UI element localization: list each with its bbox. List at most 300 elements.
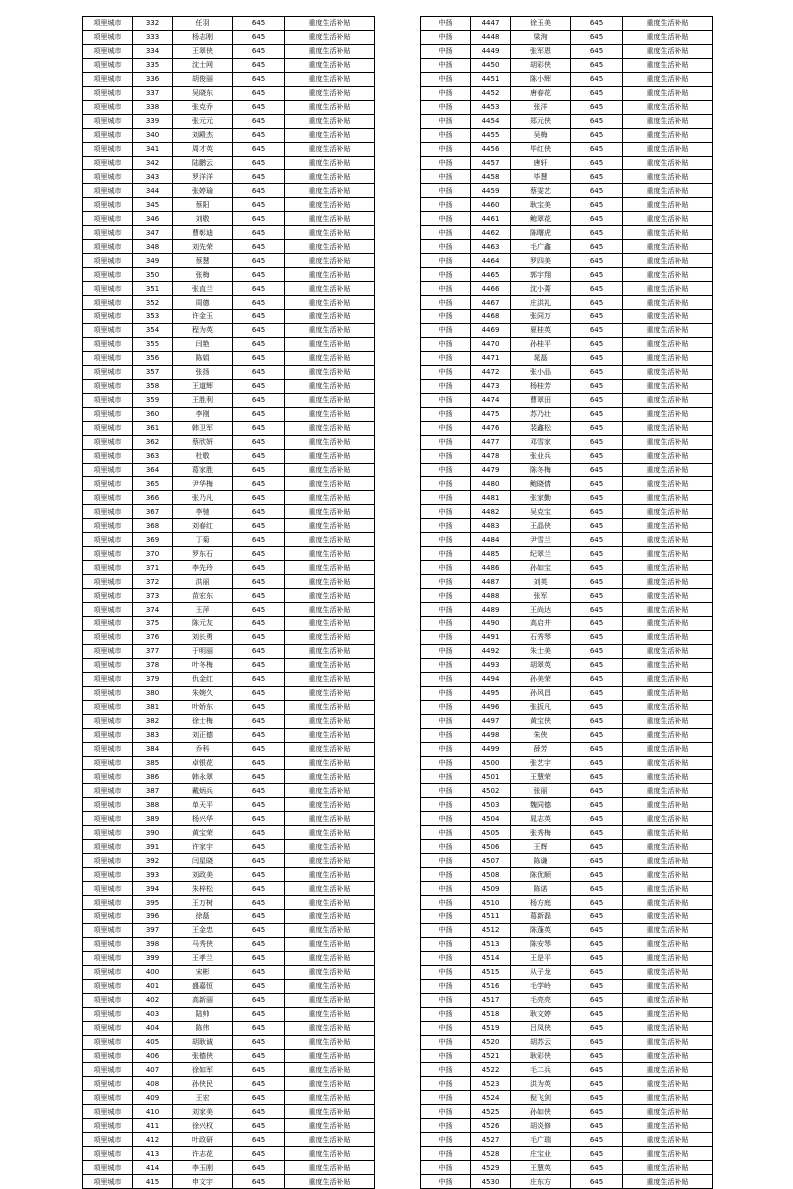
subsidy-cell: 重度生活补贴 xyxy=(285,644,375,658)
amount-cell: 645 xyxy=(571,142,623,156)
table-row xyxy=(83,1007,375,1021)
table-row xyxy=(83,979,375,993)
subsidy-cell: 重度生活补贴 xyxy=(623,1021,713,1035)
region-cell: 中扬 xyxy=(421,840,471,854)
amount-cell: 645 xyxy=(571,686,623,700)
number-cell: 4514 xyxy=(471,951,511,965)
table-row xyxy=(421,1049,713,1063)
amount-cell: 645 xyxy=(233,672,285,686)
amount-cell: 645 xyxy=(233,700,285,714)
amount-cell: 645 xyxy=(233,798,285,812)
number-cell: 387 xyxy=(133,784,173,798)
number-cell: 411 xyxy=(133,1119,173,1133)
region-cell: 中扬 xyxy=(421,254,471,268)
amount-cell: 645 xyxy=(571,714,623,728)
table-row xyxy=(83,1021,375,1035)
subsidy-cell: 重度生活补贴 xyxy=(623,575,713,589)
number-cell: 4496 xyxy=(471,700,511,714)
number-cell: 4467 xyxy=(471,296,511,310)
number-cell: 359 xyxy=(133,393,173,407)
table-row xyxy=(421,421,713,435)
number-cell: 378 xyxy=(133,658,173,672)
table-row xyxy=(83,184,375,198)
amount-cell: 645 xyxy=(233,323,285,337)
name-cell: 庄洪礼 xyxy=(511,296,571,310)
amount-cell: 645 xyxy=(233,170,285,184)
number-cell: 388 xyxy=(133,798,173,812)
region-cell: 中扬 xyxy=(421,658,471,672)
subsidy-cell: 重度生活补贴 xyxy=(285,421,375,435)
region-cell: 项里城市 xyxy=(83,393,133,407)
region-cell: 中扬 xyxy=(421,351,471,365)
number-cell: 4526 xyxy=(471,1119,511,1133)
name-cell: 王是平 xyxy=(511,951,571,965)
region-cell: 项里城市 xyxy=(83,993,133,1007)
number-cell: 4517 xyxy=(471,993,511,1007)
amount-cell: 645 xyxy=(571,896,623,910)
amount-cell: 645 xyxy=(571,435,623,449)
region-cell: 项里城市 xyxy=(83,561,133,575)
subsidy-cell: 重度生活补贴 xyxy=(623,672,713,686)
number-cell: 4487 xyxy=(471,575,511,589)
number-cell: 4524 xyxy=(471,1091,511,1105)
amount-cell: 645 xyxy=(233,1021,285,1035)
amount-cell: 645 xyxy=(571,100,623,114)
amount-cell: 645 xyxy=(571,826,623,840)
subsidy-cell: 重度生活补贴 xyxy=(285,184,375,198)
name-cell: 蔡慧 xyxy=(173,254,233,268)
table-row xyxy=(421,156,713,170)
name-cell: 罗四美 xyxy=(511,254,571,268)
subsidy-cell: 重度生活补贴 xyxy=(623,72,713,86)
table-row xyxy=(83,965,375,979)
table-row xyxy=(83,910,375,924)
table-row xyxy=(83,630,375,644)
region-cell: 中扬 xyxy=(421,449,471,463)
name-cell: 从子龙 xyxy=(511,965,571,979)
name-cell: 毛广瑞 xyxy=(511,1133,571,1147)
region-cell: 项里城市 xyxy=(83,1063,133,1077)
table-row xyxy=(83,826,375,840)
amount-cell: 645 xyxy=(571,421,623,435)
amount-cell: 645 xyxy=(233,156,285,170)
name-cell: 张元元 xyxy=(173,114,233,128)
subsidy-cell: 重度生活补贴 xyxy=(623,142,713,156)
amount-cell: 645 xyxy=(233,644,285,658)
amount-cell: 645 xyxy=(233,742,285,756)
table-row xyxy=(421,672,713,686)
name-cell: 鲍晓倩 xyxy=(511,477,571,491)
region-cell: 中扬 xyxy=(421,72,471,86)
number-cell: 4530 xyxy=(471,1175,511,1189)
name-cell: 张乃凡 xyxy=(173,491,233,505)
number-cell: 4493 xyxy=(471,658,511,672)
name-cell: 刘英 xyxy=(511,575,571,589)
subsidy-cell: 重度生活补贴 xyxy=(285,407,375,421)
region-cell: 项里城市 xyxy=(83,1091,133,1105)
subsidy-cell: 重度生活补贴 xyxy=(285,882,375,896)
table-row xyxy=(421,1161,713,1175)
name-cell: 申文宇 xyxy=(173,1175,233,1189)
region-cell: 中扬 xyxy=(421,630,471,644)
amount-cell: 645 xyxy=(571,728,623,742)
amount-cell: 645 xyxy=(571,240,623,254)
number-cell: 4471 xyxy=(471,351,511,365)
table-row xyxy=(421,798,713,812)
number-cell: 4507 xyxy=(471,854,511,868)
name-cell: 陆鹏云 xyxy=(173,156,233,170)
subsidy-cell: 重度生活补贴 xyxy=(285,226,375,240)
subsidy-cell: 重度生活补贴 xyxy=(623,30,713,44)
roster-table-left xyxy=(82,16,375,1189)
table-row xyxy=(421,226,713,240)
name-cell: 刘先荣 xyxy=(173,240,233,254)
table-row xyxy=(83,547,375,561)
name-cell: 陈曙虎 xyxy=(511,226,571,240)
table-row xyxy=(83,644,375,658)
number-cell: 4488 xyxy=(471,589,511,603)
table-row xyxy=(421,910,713,924)
name-cell: 郭宇翔 xyxy=(511,268,571,282)
name-cell: 黄宝荣 xyxy=(173,826,233,840)
name-cell: 高新丽 xyxy=(173,993,233,1007)
name-cell: 高启井 xyxy=(511,616,571,630)
number-cell: 4459 xyxy=(471,184,511,198)
name-cell: 王慧英 xyxy=(511,1161,571,1175)
amount-cell: 645 xyxy=(571,491,623,505)
number-cell: 412 xyxy=(133,1133,173,1147)
number-cell: 4454 xyxy=(471,114,511,128)
number-cell: 361 xyxy=(133,421,173,435)
number-cell: 4523 xyxy=(471,1077,511,1091)
name-cell: 胡苏云 xyxy=(511,1035,571,1049)
region-cell: 项里城市 xyxy=(83,198,133,212)
table-row xyxy=(83,421,375,435)
subsidy-cell: 重度生活补贴 xyxy=(623,379,713,393)
number-cell: 393 xyxy=(133,868,173,882)
amount-cell: 645 xyxy=(233,658,285,672)
region-cell: 中扬 xyxy=(421,882,471,896)
region-cell: 中扬 xyxy=(421,910,471,924)
subsidy-cell: 重度生活补贴 xyxy=(623,296,713,310)
table-row xyxy=(83,351,375,365)
subsidy-cell: 重度生活补贴 xyxy=(285,589,375,603)
amount-cell: 645 xyxy=(233,44,285,58)
region-cell: 项里城市 xyxy=(83,1147,133,1161)
number-cell: 353 xyxy=(133,310,173,324)
name-cell: 王萍 xyxy=(173,603,233,617)
name-cell: 陈安琴 xyxy=(511,937,571,951)
table-row xyxy=(83,212,375,226)
region-cell: 中扬 xyxy=(421,798,471,812)
amount-cell: 645 xyxy=(233,296,285,310)
number-cell: 4492 xyxy=(471,644,511,658)
subsidy-cell: 重度生活补贴 xyxy=(623,630,713,644)
subsidy-cell: 重度生活补贴 xyxy=(285,491,375,505)
table-row xyxy=(421,923,713,937)
table-row xyxy=(421,184,713,198)
number-cell: 383 xyxy=(133,728,173,742)
table-row xyxy=(421,561,713,575)
subsidy-cell: 重度生活补贴 xyxy=(623,923,713,937)
region-cell: 中扬 xyxy=(421,575,471,589)
amount-cell: 645 xyxy=(571,477,623,491)
subsidy-cell: 重度生活补贴 xyxy=(285,310,375,324)
table-row xyxy=(421,114,713,128)
number-cell: 4463 xyxy=(471,240,511,254)
name-cell: 倪飞剑 xyxy=(511,1091,571,1105)
subsidy-cell: 重度生活补贴 xyxy=(285,826,375,840)
subsidy-cell: 重度生活补贴 xyxy=(623,505,713,519)
number-cell: 4502 xyxy=(471,784,511,798)
table-row xyxy=(421,742,713,756)
number-cell: 4464 xyxy=(471,254,511,268)
subsidy-cell: 重度生活补贴 xyxy=(285,798,375,812)
subsidy-cell: 重度生活补贴 xyxy=(623,1007,713,1021)
name-cell: 王孝兰 xyxy=(173,951,233,965)
name-cell: 毛二兵 xyxy=(511,1063,571,1077)
amount-cell: 645 xyxy=(233,1063,285,1077)
number-cell: 394 xyxy=(133,882,173,896)
table-row xyxy=(83,742,375,756)
table-row xyxy=(421,212,713,226)
name-cell: 仇金红 xyxy=(173,672,233,686)
name-cell: 叶冬梅 xyxy=(173,658,233,672)
number-cell: 369 xyxy=(133,533,173,547)
amount-cell: 645 xyxy=(233,407,285,421)
amount-cell: 645 xyxy=(233,240,285,254)
subsidy-cell: 重度生活补贴 xyxy=(623,86,713,100)
number-cell: 4508 xyxy=(471,868,511,882)
number-cell: 4448 xyxy=(471,30,511,44)
amount-cell: 645 xyxy=(571,1091,623,1105)
region-cell: 项里城市 xyxy=(83,616,133,630)
region-cell: 项里城市 xyxy=(83,379,133,393)
subsidy-cell: 重度生活补贴 xyxy=(285,714,375,728)
table-row xyxy=(421,1175,713,1189)
number-cell: 4474 xyxy=(471,393,511,407)
number-cell: 401 xyxy=(133,979,173,993)
subsidy-cell: 重度生活补贴 xyxy=(285,1035,375,1049)
table-row xyxy=(83,296,375,310)
region-cell: 中扬 xyxy=(421,142,471,156)
table-row xyxy=(421,17,713,31)
number-cell: 404 xyxy=(133,1021,173,1035)
table-row xyxy=(83,58,375,72)
number-cell: 4516 xyxy=(471,979,511,993)
region-cell: 项里城市 xyxy=(83,854,133,868)
region-cell: 项里城市 xyxy=(83,812,133,826)
region-cell: 项里城市 xyxy=(83,44,133,58)
amount-cell: 645 xyxy=(571,463,623,477)
number-cell: 398 xyxy=(133,937,173,951)
subsidy-cell: 重度生活补贴 xyxy=(285,868,375,882)
subsidy-cell: 重度生活补贴 xyxy=(623,449,713,463)
region-cell: 中扬 xyxy=(421,86,471,100)
number-cell: 4458 xyxy=(471,170,511,184)
subsidy-cell: 重度生活补贴 xyxy=(285,337,375,351)
amount-cell: 645 xyxy=(571,812,623,826)
subsidy-cell: 重度生活补贴 xyxy=(285,1063,375,1077)
amount-cell: 645 xyxy=(233,868,285,882)
region-cell: 中扬 xyxy=(421,365,471,379)
name-cell: 盛嘉恒 xyxy=(173,979,233,993)
subsidy-cell: 重度生活补贴 xyxy=(623,616,713,630)
subsidy-cell: 重度生活补贴 xyxy=(623,240,713,254)
number-cell: 4476 xyxy=(471,421,511,435)
region-cell: 项里城市 xyxy=(83,17,133,31)
amount-cell: 645 xyxy=(233,1133,285,1147)
amount-cell: 645 xyxy=(233,937,285,951)
region-cell: 中扬 xyxy=(421,1105,471,1119)
number-cell: 381 xyxy=(133,700,173,714)
region-cell: 中扬 xyxy=(421,951,471,965)
amount-cell: 645 xyxy=(571,254,623,268)
subsidy-cell: 重度生活补贴 xyxy=(623,756,713,770)
name-cell: 于明丽 xyxy=(173,644,233,658)
region-cell: 中扬 xyxy=(421,756,471,770)
amount-cell: 645 xyxy=(571,505,623,519)
table-row xyxy=(83,519,375,533)
table-row xyxy=(83,128,375,142)
table-row xyxy=(83,686,375,700)
table-row xyxy=(421,1021,713,1035)
number-cell: 382 xyxy=(133,714,173,728)
region-cell: 中扬 xyxy=(421,1175,471,1189)
amount-cell: 645 xyxy=(571,644,623,658)
table-row xyxy=(83,798,375,812)
number-cell: 365 xyxy=(133,477,173,491)
name-cell: 陆帅 xyxy=(173,1007,233,1021)
number-cell: 413 xyxy=(133,1147,173,1161)
number-cell: 366 xyxy=(133,491,173,505)
region-cell: 项里城市 xyxy=(83,923,133,937)
roster-table-right xyxy=(420,16,713,1189)
number-cell: 4468 xyxy=(471,310,511,324)
subsidy-cell: 重度生活补贴 xyxy=(285,212,375,226)
amount-cell: 645 xyxy=(571,114,623,128)
number-cell: 384 xyxy=(133,742,173,756)
number-cell: 338 xyxy=(133,100,173,114)
table-row xyxy=(421,72,713,86)
amount-cell: 645 xyxy=(233,561,285,575)
table-row xyxy=(421,700,713,714)
table-row xyxy=(421,979,713,993)
table-row xyxy=(83,477,375,491)
region-cell: 项里城市 xyxy=(83,1119,133,1133)
name-cell: 夏桂英 xyxy=(511,323,571,337)
name-cell: 曹翠田 xyxy=(511,393,571,407)
subsidy-cell: 重度生活补贴 xyxy=(285,812,375,826)
subsidy-cell: 重度生活补贴 xyxy=(623,993,713,1007)
region-cell: 项里城市 xyxy=(83,728,133,742)
table-row xyxy=(83,854,375,868)
amount-cell: 645 xyxy=(571,561,623,575)
amount-cell: 645 xyxy=(233,463,285,477)
region-cell: 中扬 xyxy=(421,310,471,324)
number-cell: 4452 xyxy=(471,86,511,100)
table-row xyxy=(421,854,713,868)
subsidy-cell: 重度生活补贴 xyxy=(285,547,375,561)
name-cell: 朱梓松 xyxy=(173,882,233,896)
amount-cell: 645 xyxy=(571,393,623,407)
name-cell: 张丽 xyxy=(511,784,571,798)
amount-cell: 645 xyxy=(571,700,623,714)
number-cell: 4515 xyxy=(471,965,511,979)
amount-cell: 645 xyxy=(233,519,285,533)
region-cell: 中扬 xyxy=(421,1133,471,1147)
name-cell: 梁洵 xyxy=(511,30,571,44)
name-cell: 张艺宇 xyxy=(511,756,571,770)
amount-cell: 645 xyxy=(233,840,285,854)
amount-cell: 645 xyxy=(233,630,285,644)
table-row xyxy=(83,1105,375,1119)
table-row xyxy=(83,379,375,393)
region-cell: 中扬 xyxy=(421,1077,471,1091)
amount-cell: 645 xyxy=(233,686,285,700)
amount-cell: 645 xyxy=(233,714,285,728)
region-cell: 项里城市 xyxy=(83,58,133,72)
name-cell: 李玉刚 xyxy=(173,1161,233,1175)
region-cell: 项里城市 xyxy=(83,1175,133,1189)
table-row xyxy=(83,756,375,770)
name-cell: 沈小菁 xyxy=(511,282,571,296)
subsidy-cell: 重度生活补贴 xyxy=(623,477,713,491)
name-cell: 洪为英 xyxy=(511,1077,571,1091)
amount-cell: 645 xyxy=(233,854,285,868)
name-cell: 孙美荣 xyxy=(511,672,571,686)
region-cell: 中扬 xyxy=(421,268,471,282)
region-cell: 项里城市 xyxy=(83,296,133,310)
region-cell: 项里城市 xyxy=(83,742,133,756)
name-cell: 张扳凡 xyxy=(511,700,571,714)
region-cell: 项里城市 xyxy=(83,156,133,170)
subsidy-cell: 重度生活补贴 xyxy=(623,114,713,128)
number-cell: 4480 xyxy=(471,477,511,491)
amount-cell: 645 xyxy=(233,756,285,770)
table-row xyxy=(421,993,713,1007)
number-cell: 333 xyxy=(133,30,173,44)
name-cell: 闫艳 xyxy=(173,337,233,351)
amount-cell: 645 xyxy=(571,784,623,798)
number-cell: 4453 xyxy=(471,100,511,114)
number-cell: 415 xyxy=(133,1175,173,1189)
region-cell: 中扬 xyxy=(421,616,471,630)
number-cell: 4527 xyxy=(471,1133,511,1147)
name-cell: 周德 xyxy=(173,296,233,310)
name-cell: 任羽 xyxy=(173,17,233,31)
number-cell: 399 xyxy=(133,951,173,965)
amount-cell: 645 xyxy=(571,1105,623,1119)
amount-cell: 645 xyxy=(571,170,623,184)
region-cell: 项里城市 xyxy=(83,672,133,686)
amount-cell: 645 xyxy=(571,323,623,337)
number-cell: 334 xyxy=(133,44,173,58)
amount-cell: 645 xyxy=(233,505,285,519)
table-row xyxy=(83,728,375,742)
name-cell: 裴鑫松 xyxy=(511,421,571,435)
region-cell: 中扬 xyxy=(421,463,471,477)
subsidy-cell: 重度生活补贴 xyxy=(285,296,375,310)
subsidy-cell: 重度生活补贴 xyxy=(285,240,375,254)
number-cell: 4477 xyxy=(471,435,511,449)
subsidy-cell: 重度生活补贴 xyxy=(623,44,713,58)
name-cell: 庄宝业 xyxy=(511,1147,571,1161)
region-cell: 中扬 xyxy=(421,337,471,351)
amount-cell: 645 xyxy=(233,993,285,1007)
region-cell: 项里城市 xyxy=(83,282,133,296)
amount-cell: 645 xyxy=(233,100,285,114)
